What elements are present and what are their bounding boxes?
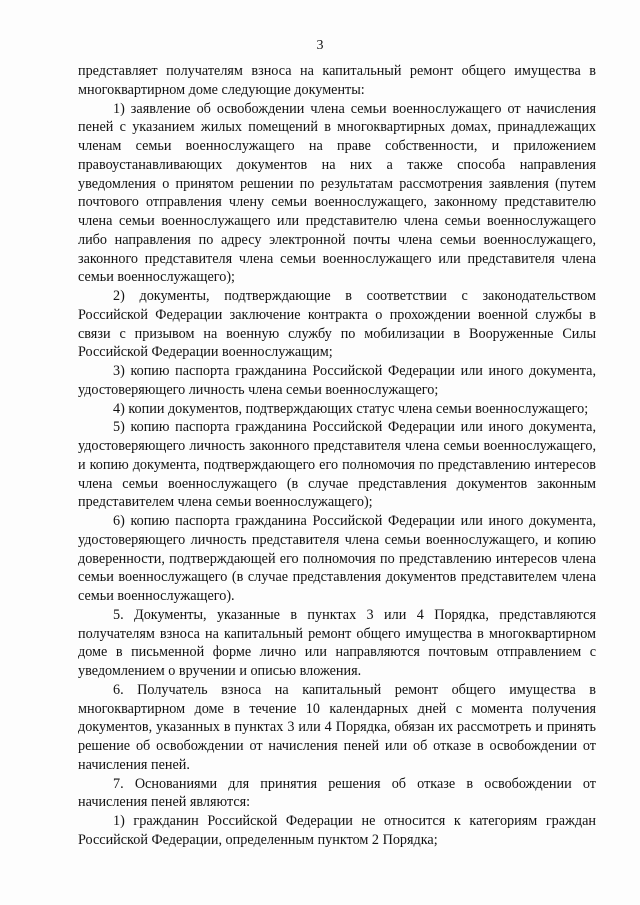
paragraph: 4) копии документов, подтверждающих статус члена семьи военнослужащего;	[113, 400, 589, 417]
paragraph: 1) гражданин Российской Федерации не относится к категориям граждан Российской Федерации, определенным пунктом 2 Порядка;	[78, 813, 596, 848]
paragraph: 3) копию паспорта гражданина Российской Федерации или иного документа, удостоверяющего личность члена семьи военнослужащего;	[78, 363, 596, 398]
document-body	[78, 62, 596, 850]
paragraph: 5. Документы, указанные в пунктах 3 или 4 Порядка, представляются получателям взноса на капитальный ремонт общего имущества в многоквартирном доме в письменной форме лично или направляются почтовым отправлением с уведомлением о вручении и описью вложения.	[78, 606, 596, 679]
paragraph: 6) копию паспорта гражданина Российской Федерации или иного документа, удостоверяющего личность представителя члена семьи военнослужащего, и копию доверенности, подтверждающей его полномочия по представлению интересов члена семьи военнослужащего (в случае представления документов представителем члена семьи военнослужащего).	[78, 513, 596, 604]
paragraph: 6. Получатель взноса на капитальный ремонт общего имущества в многоквартирном доме в течение 10 календарных дней с момента получения документов, указанных в пунктах 3 или 4 Порядка, обязан их рассмотреть и принять решение об освобождении от начисления пеней или об отказе в освобождении от начисления пеней.	[78, 681, 596, 773]
paragraph: 1) заявление об освобождении члена семьи военнослужащего от начисления пеней с указанием жилых помещений в многоквартирных домах, принадлежащих членам семьи военнослужащего на праве собственности, и приложением правоустанавливающих документов на них а также способа направления уведомления о принятом решении по результатам рассмотрения заявления (путем почтового отправления члену семьи военнослужащего, законному представителю члена семьи военнослужащего или представителю члена семьи военнослужащего либо направления по адресу электронной почты члена семьи военнослужащего, законного представителя члена семьи военнослужащего или представителя члена семьи военнослужащего);	[78, 100, 596, 286]
paragraph: 7. Основаниями для принятия решения об отказе в освобождении от начисления пеней являются:	[78, 775, 596, 811]
paragraph: 2) документы, подтверждающие в соответствии с законодательством Российской Федерации заключение контракта о прохождении военной службы в связи с призывом на военную службу по мобилизации в Вооруженные Силы Российской Федерации военнослужащим;	[78, 288, 596, 361]
paragraph: 5) копию паспорта гражданина Российской Федерации или иного документа, удостоверяющего личность законного представителя члена семьи военнослужащего, и копию документа, подтверждающего его полномочия по представлению интересов члена семьи военнослужащего (в случае представления документов законным представителем члена семьи военнослужащего);	[78, 419, 596, 511]
page-number: 3	[316, 38, 324, 53]
paragraph: представляет получателям взноса на капитальный ремонт общего имущества в многоквартирном доме следующие документы:	[78, 63, 596, 98]
